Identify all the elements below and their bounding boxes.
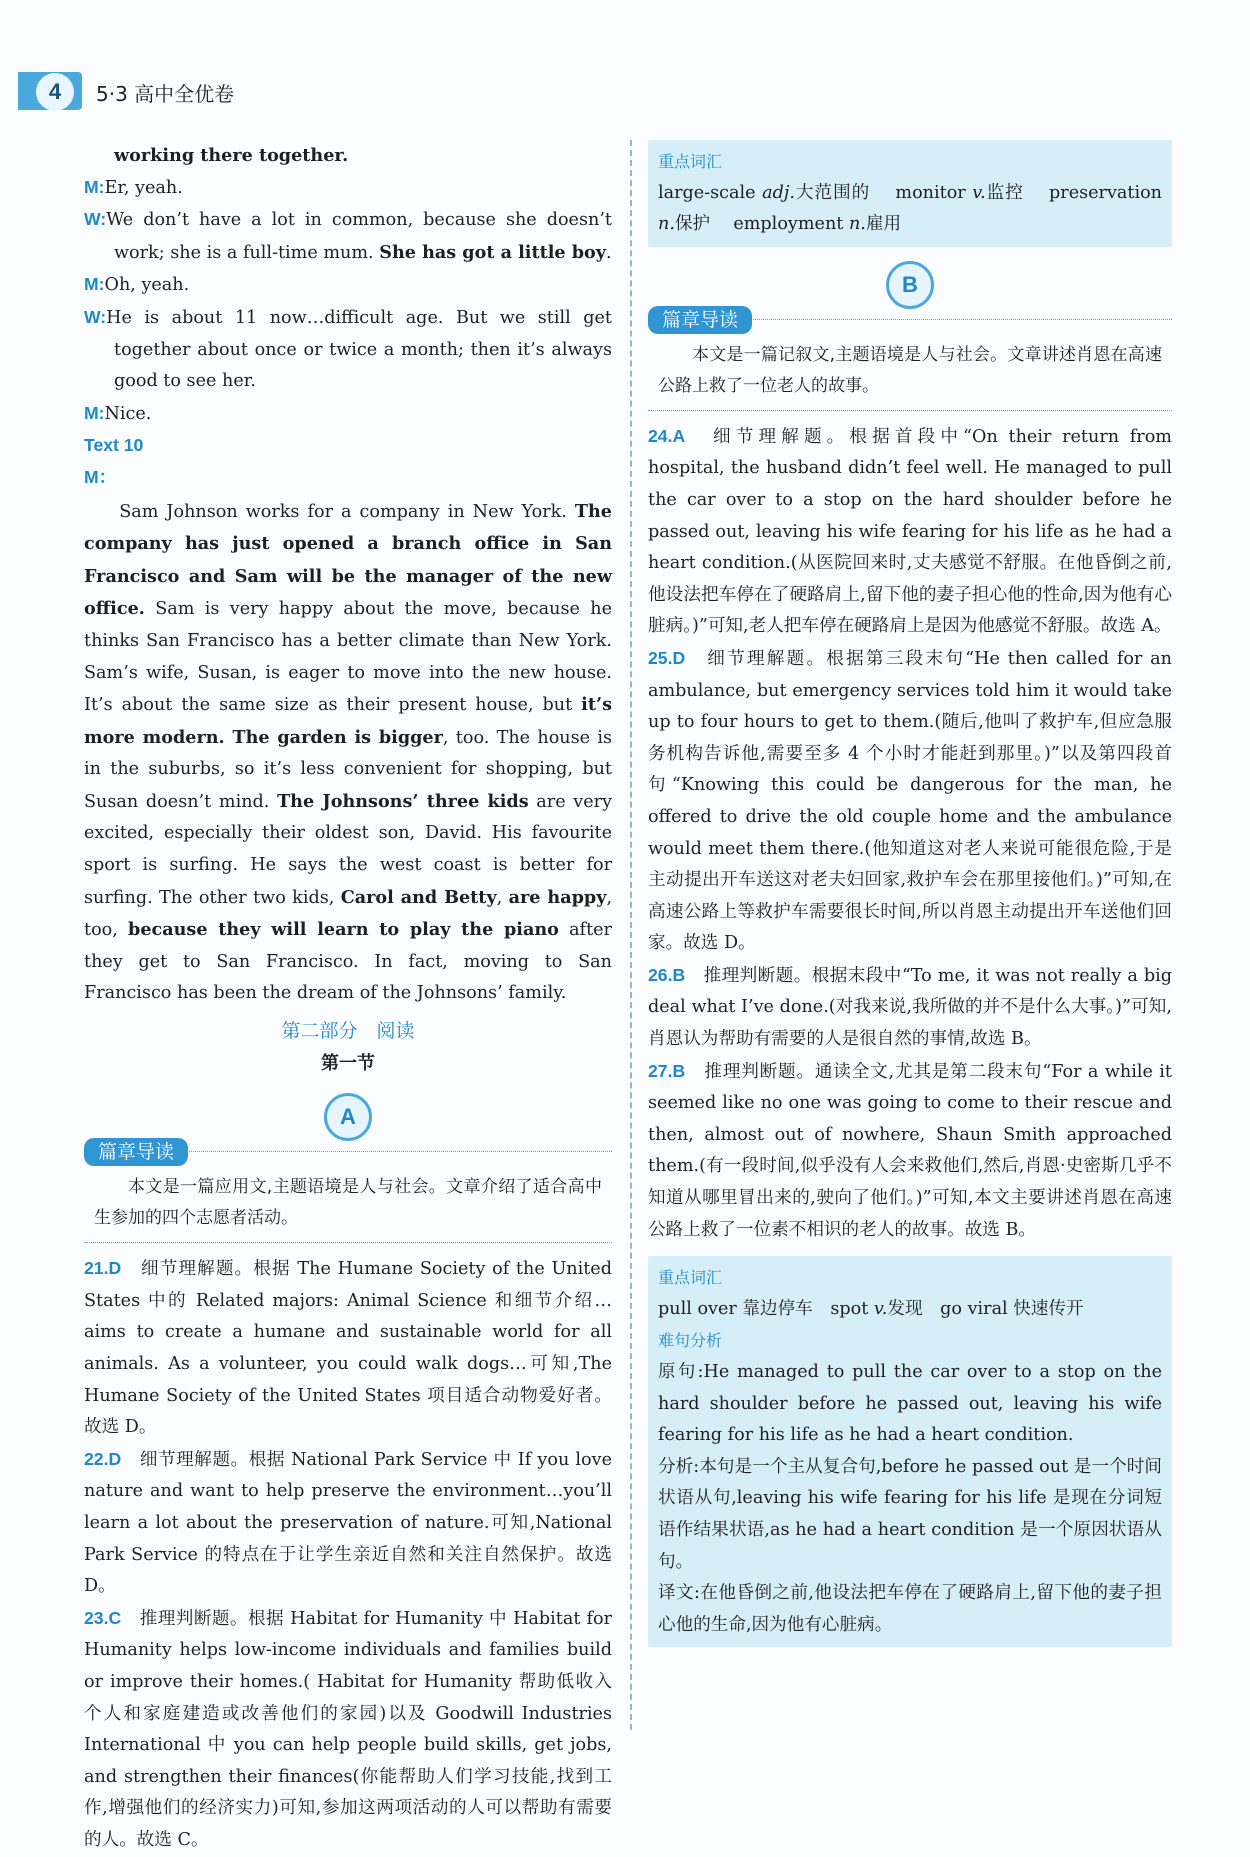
column-divider (630, 140, 632, 1730)
vocab-list: large-scale adj.大范围的 monitor v.监控 preservation n.保护 employment n.雇用 (658, 182, 1163, 235)
dialog-line: W:We don’t have a lot in common, because she doesn’t work; she is a full-time mum. She has got a little boy. (84, 209, 612, 263)
part-title: 第二部分 阅读 (281, 1020, 415, 1043)
right-column (648, 140, 1172, 1657)
page-number: 4 (36, 73, 74, 111)
vocab-box-b (648, 1256, 1172, 1647)
sentence-translation: 译文:在他昏倒之前,他设法把车停在了硬路肩上,留下他的妻子担心他的生命,因为他有心脏病。 (658, 1583, 1162, 1635)
dialog-line: M:Er, yeah. (84, 176, 183, 198)
answer-23: 23.C 推理判断题。根据 Habitat for Humanity 中 Habitat for Humanity helps low-income individuals and families build or improve their homes.( Habitat for Humanity 帮助低收入个人和家庭建造或改善他们的家园)以及 Goodwill Industries International 中 you can help people build skills, get jobs, and strengthen their finances(你能帮助人们学习技能,找到工作,增强他们的经济实力)可知,参加这两项活动的人可以帮助有需要的人。故选 C。 (84, 1607, 612, 1850)
analysis-label: 难句分析 (658, 1331, 723, 1351)
dialog-line: W:He is about 11 now…difficult age. But we still get together about once or twice a month; then it’s always good to see her. (84, 306, 612, 392)
vocab-box-a (648, 140, 1172, 247)
original-sentence: 原句:He managed to pull the car over to a stop on the hard shoulder before he passed out, leaving his wife fearing for his life as he had a heart condition. (658, 1362, 1162, 1446)
guide-text: 本文是一篇应用文,主题语境是人与社会。文章介绍了适合高中生参加的四个志愿者活动。 (94, 1177, 602, 1229)
vocab-label: 重点词汇 (658, 1268, 723, 1288)
sentence-analysis: 分析:本句是一个主从复合句,before he passed out 是一个时间状语从句,leaving his wife fearing for his life 是现在分词短语作结果状语,as he had a heart condition 是一个原因状语从句。 (658, 1456, 1162, 1572)
dialog-continuation: working there together. (114, 145, 349, 166)
text10-speaker: M： (84, 466, 117, 487)
answer-27: 27.B 推理判断题。通读全文,尤其是第二段末句“For a while it seemed like no one was going to come to their rescue and then, almost out of nowhere, Shaun Smith approached them.(有一段时间,似乎没有人会来救他们,然后,肖恩·史密斯几乎不知道从哪里冒出来的,驶向了他们。)”可知,本文主要讲述肖恩在高速公路上救了一位素不相识的老人的故事。故选 B。 (648, 1060, 1172, 1240)
guide-text: 本文是一篇记叙文,主题语境是人与社会。文章讲述肖恩在高速公路上救了一位老人的故事。 (658, 344, 1162, 396)
answer-25: 25.D 细节理解题。根据第三段末句“He then called for an ambulance, but emergency services told him it would take up to four hours to get to them.(随后,他叫了救护车,但应急服务机构告诉他,需要至多 4 个小时才能赶到那里。)”以及第四段首句“Knowing this could be dangerous for the man, he offered to drive the old couple home and the ambulance would meet them there.(他知道这对老人来说可能很危险,于是主动提出开车送这对老夫妇回家,救护车会在那里接他们。)”可知,在高速公路上等救护车需要很长时间,所以肖恩主动提出开车送他们回家。故选 D。 (648, 647, 1172, 954)
section-title: 第一节 (321, 1052, 375, 1074)
vocab-label: 重点词汇 (658, 152, 723, 171)
vocab-list: pull over 靠边停车 spot v.发现 go viral 快速传开 (658, 1298, 1084, 1319)
text10-passage: Sam Johnson works for a company in New York. The company has just opened a branch office in San Francisco and Sam will be the manager of the new office. Sam is very happy about the move, because he thinks San Francisco has a better climate than New York. Sam’s wife, Susan, is eager to move into the new house. It’s about the same size as their present house, but it’s more modern. The garden is bigger, too. The house is in the suburbs, so it’s less convenient for shopping, but Susan doesn’t mind. The Johnsons’ three kids are very excited, especially their oldest son, David. His favourite sport is surfing. He says the west coast is better for surfing. The other two kids, Carol and Betty, are happy, too, because they will learn to play the piano after they get to San Francisco. In fact, moving to San Francisco has been the dream of the Johnsons’ family. (84, 500, 613, 1004)
answer-26: 26.B 推理判断题。根据末段中“To me, it was not really a big deal what I’ve done.(对我来说,我所做的并不是什么大事。)”可知,肖恩认为帮助有需要的人是很自然的事情,故选 B。 (648, 964, 1172, 1050)
answer-22: 22.D 细节理解题。根据 National Park Service 中 If you love nature and want to help preserve the environment…you’ll learn a lot about the preservation of nature.可知,National Park Service 的特点在于让学生亲近自然和关注自然保护。故选 D。 (84, 1448, 612, 1597)
answer-24: 24.A 细节理解题。根据首段中“On their return from hospital, the husband didn’t feel well. He managed to pull the car over to a stop on the hard shoulder before he passed out, leaving his wife fearing for his life as he had a heart condition.(从医院回来时,丈夫感觉不舒服。在他昏倒之前,他设法把车停在了硬路肩上,留下他的妻子担心他的性命,因为他有心脏病。)”可知,老人把车停在硬路肩上是因为他感觉不舒服。故选 A。 (648, 425, 1172, 637)
text10-label: Text 10 (84, 435, 144, 456)
guide-box-a (84, 1141, 612, 1243)
book-title: 5·3 高中全优卷 (96, 82, 235, 106)
passage-badge-a: A (324, 1093, 372, 1141)
passage-badge-b: B (886, 261, 934, 309)
answer-21: 21.D 细节理解题。根据 The Humane Society of the United States 中的 Related majors: Animal Science 和细节介绍…aims to create a humane and sustainable world for all animals. As a volunteer, you could walk dogs…可知,The Humane Society of the United States 项目适合动物爱好者。故选 D。 (84, 1258, 612, 1438)
guide-label: 篇章导读 (84, 1138, 188, 1166)
guide-label: 篇章导读 (648, 306, 752, 334)
guide-box-b (648, 308, 1172, 411)
dialog-line: M:Oh, yeah. (84, 274, 190, 296)
left-column (84, 140, 612, 1857)
dialog-line: M:Nice. (84, 402, 152, 424)
